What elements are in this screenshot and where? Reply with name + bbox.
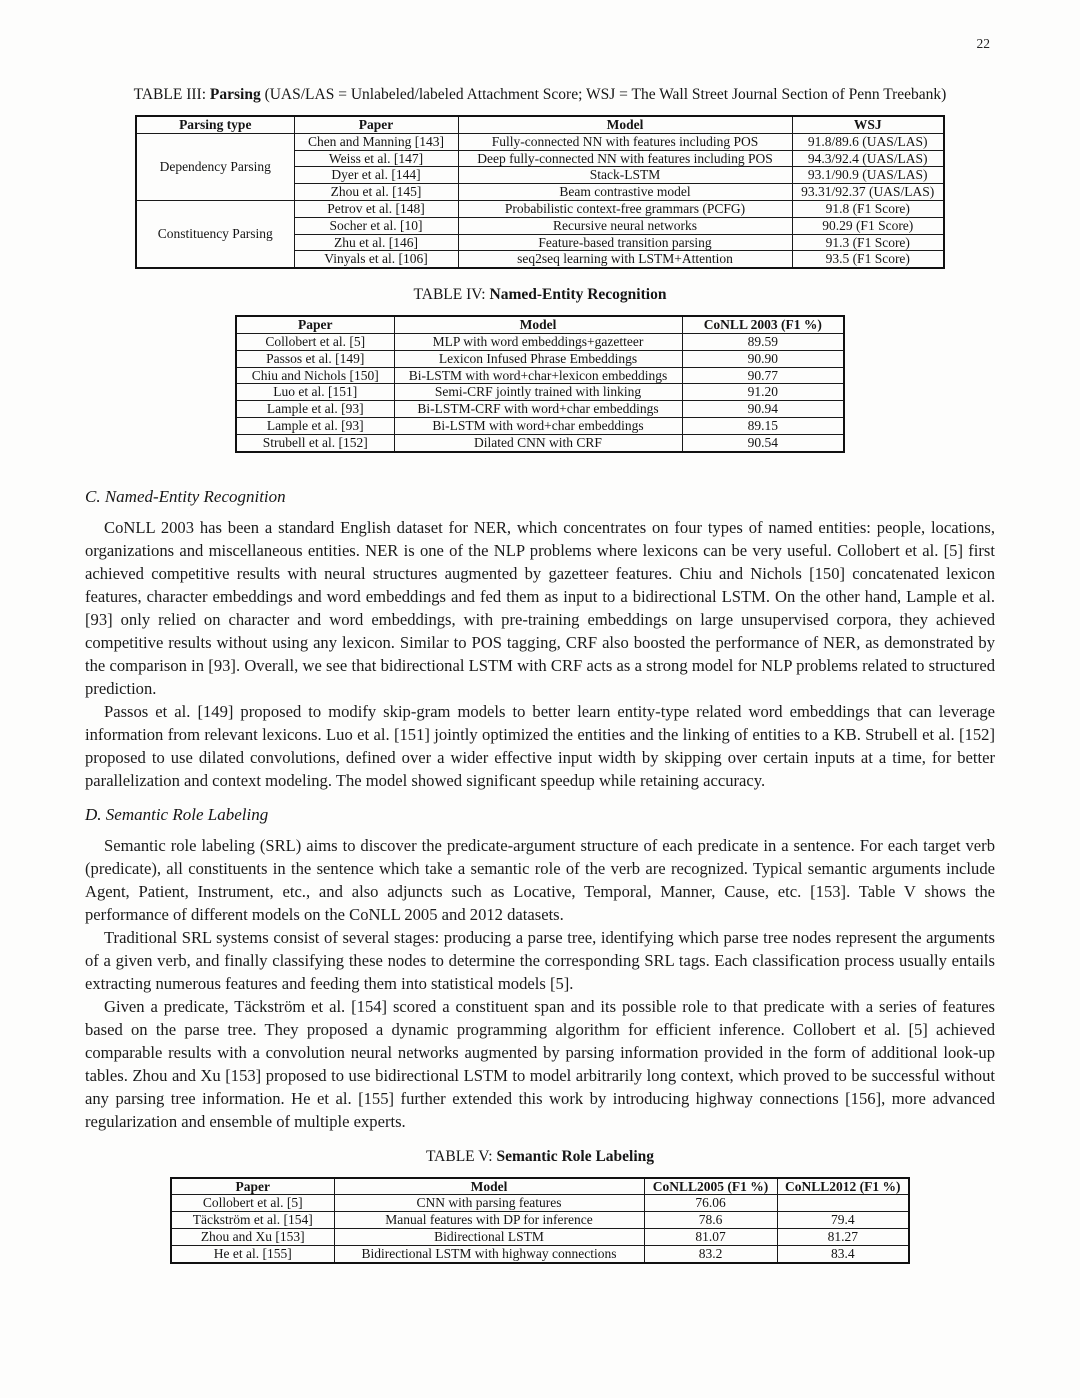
table-row bbox=[236, 384, 844, 401]
column-header: Model bbox=[394, 316, 682, 333]
column-header: Paper bbox=[294, 116, 458, 133]
table3-caption-suffix: (UAS/LAS = Unlabeled/labeled Attachment Score; WSJ = The Wall Street Journal Section of Penn Treebank) bbox=[264, 86, 947, 103]
column-header: Model bbox=[334, 1178, 644, 1195]
table-cell: Zhu et al. [146] bbox=[294, 234, 458, 251]
table-cell: Strubell et al. [152] bbox=[236, 434, 394, 451]
table-cell: Luo et al. [151] bbox=[236, 384, 394, 401]
column-header: CoNLL 2003 (F1 %) bbox=[682, 316, 844, 333]
paragraph: Given a predicate, Täckström et al. [154] scored a constituent span and its possible role to that predicate with a series of features based on the parse tree. They proposed a dynamic programming algorithm for efficient inference. Collobert et al. [5] achieved comparable results with a convolution neural networks augmented by parsing information provided in the form of additional look-up tables. Zhou and Xu [153] proposed to use bidirectional LSTM to model arbitrarily long context, which proved to be successful without any parsing tree information. He et al. [155] further extended this work by introducing highway connections [156], more advanced regularization and ensemble of multiple experts. bbox=[85, 996, 995, 1131]
table-cell: 91.20 bbox=[682, 384, 844, 401]
table-row bbox=[236, 350, 844, 367]
table-cell: Probabilistic context-free grammars (PCFG) bbox=[458, 200, 792, 217]
table-row bbox=[236, 434, 844, 451]
table-cell bbox=[777, 1195, 909, 1212]
table-cell: 93.31/92.37 (UAS/LAS) bbox=[792, 184, 944, 201]
table-cell: Chiu and Nichols [150] bbox=[236, 367, 394, 384]
table-cell: Bi-LSTM-CRF with word+char embeddings bbox=[394, 401, 682, 418]
table-cell: 91.8 (F1 Score) bbox=[792, 200, 944, 217]
table-cell: Recursive neural networks bbox=[458, 217, 792, 234]
table-cell: 90.94 bbox=[682, 401, 844, 418]
page-number: 22 bbox=[976, 36, 990, 51]
section-d-body bbox=[85, 834, 995, 1133]
table-cell: Collobert et al. [5] bbox=[171, 1195, 334, 1212]
table-row bbox=[236, 401, 844, 418]
table3-caption-prefix: TABLE III: bbox=[133, 86, 207, 103]
table5-caption-title: Semantic Role Labeling bbox=[496, 1147, 655, 1165]
table-cell: Manual features with DP for inference bbox=[334, 1212, 644, 1229]
table-row bbox=[171, 1212, 909, 1229]
table-row bbox=[236, 367, 844, 384]
table-cell: 83.2 bbox=[644, 1245, 777, 1262]
paragraph: Semantic role labeling (SRL) aims to discover the predicate-argument structure of each predicate in a sentence. For each target verb (predicate), all constituents in the sentence which take a semantic role of the verb are recognized. Typical semantic arguments include Agent, Patient, Instrument, etc., and also adjuncts such as Locative, Temporal, Manner, Cause, etc. [153]. Table V shows the performance of different models on the CoNLL 2005 and 2012 datasets. bbox=[85, 835, 995, 924]
table4-caption-title: Named-Entity Recognition bbox=[489, 286, 667, 304]
table-cell: 89.59 bbox=[682, 333, 844, 350]
table-cell: Zhou et al. [145] bbox=[294, 184, 458, 201]
table-cell: 79.4 bbox=[777, 1212, 909, 1229]
column-header: Paper bbox=[171, 1178, 334, 1195]
table-cell: Bi-LSTM with word+char+lexicon embeddings bbox=[394, 367, 682, 384]
table-cell: Beam contrastive model bbox=[458, 184, 792, 201]
paragraph: CoNLL 2003 has been a standard English dataset for NER, which concentrates on four types of named entities: people, locations, organizations and miscellaneous entities. NER is one of the NLP problems where lexicons can be very useful. Collobert et al. [5] first achieved competitive results with neural structures augmented by gazetteer features. Chiu and Nichols [150] concatenated lexicon features, character embeddings and word embeddings and fed them as input to a bidirectional LSTM. On the other hand, Lample et al. [93] only relied on character and word embeddings, with pre-training embeddings on large unsupervised corpora, they achieved competitive results without using any lexicon. Similar to POS tagging, CRF also boosted the performance of NER, as demonstrated by the comparison in [93]. Overall, we see that bidirectional LSTM with CRF acts as a strong model for NLP problems related to structured prediction. bbox=[85, 517, 995, 698]
table-cell: Zhou and Xu [153] bbox=[171, 1228, 334, 1245]
table-cell: Feature-based transition parsing bbox=[458, 234, 792, 251]
table-cell: MLP with word embeddings+gazetteer bbox=[394, 333, 682, 350]
table-cell: 76.06 bbox=[644, 1195, 777, 1212]
table-cell: Chen and Manning [143] bbox=[294, 133, 458, 150]
table-ner bbox=[235, 315, 845, 452]
table4-caption-prefix: TABLE IV: bbox=[413, 286, 486, 304]
table-cell: seq2seq learning with LSTM+Attention bbox=[458, 251, 792, 268]
table-cell: Socher et al. [10] bbox=[294, 217, 458, 234]
table-cell: 90.77 bbox=[682, 367, 844, 384]
paragraph: Passos et al. [149] proposed to modify skip-gram models to better learn entity-type related word embeddings that can leverage information from relevant lexicons. Luo et al. [151] jointly optimized the entities and the linking of entities to a KB. Strubell et al. [152] proposed to use dilated convolutions, defined over a wider effective input width by skipping over certain inputs at a time, for better parallelization and context modeling. The model showed significant speedup while retaining accuracy. bbox=[85, 701, 995, 790]
table5-caption bbox=[85, 1148, 995, 1166]
table5-caption-prefix: TABLE V: bbox=[425, 1147, 493, 1165]
group-label-cell: Constituency Parsing bbox=[136, 200, 294, 268]
table-row bbox=[171, 1228, 909, 1245]
table-cell: Passos et al. [149] bbox=[236, 350, 394, 367]
table-cell: 93.1/90.9 (UAS/LAS) bbox=[792, 167, 944, 184]
table-row bbox=[236, 333, 844, 350]
table-cell: 90.54 bbox=[682, 434, 844, 451]
header-row bbox=[136, 116, 944, 133]
table-row bbox=[136, 200, 944, 217]
table-cell: Lample et al. [93] bbox=[236, 401, 394, 418]
table-cell: 89.15 bbox=[682, 417, 844, 434]
table-cell: Semi-CRF jointly trained with linking bbox=[394, 384, 682, 401]
table-cell: Deep fully-connected NN with features including POS bbox=[458, 150, 792, 167]
table-row bbox=[171, 1245, 909, 1262]
table-cell: 83.4 bbox=[777, 1245, 909, 1262]
section-heading-c: C. Named-Entity Recognition bbox=[85, 486, 286, 506]
table-cell: 78.6 bbox=[644, 1212, 777, 1229]
section-c-body bbox=[85, 516, 995, 792]
column-header: WSJ bbox=[792, 116, 944, 133]
table-cell: Bidirectional LSTM with highway connections bbox=[334, 1245, 644, 1262]
column-header: CoNLL2005 (F1 %) bbox=[644, 1178, 777, 1195]
table-cell: Bidirectional LSTM bbox=[334, 1228, 644, 1245]
table-row bbox=[136, 133, 944, 150]
table-cell: 81.07 bbox=[644, 1228, 777, 1245]
table-cell: Dilated CNN with CRF bbox=[394, 434, 682, 451]
table-cell: 94.3/92.4 (UAS/LAS) bbox=[792, 150, 944, 167]
table-cell: 91.3 (F1 Score) bbox=[792, 234, 944, 251]
table-cell: Collobert et al. [5] bbox=[236, 333, 394, 350]
table-cell: Lexicon Infused Phrase Embeddings bbox=[394, 350, 682, 367]
table-cell: 90.90 bbox=[682, 350, 844, 367]
table-cell: Fully-connected NN with features including POS bbox=[458, 133, 792, 150]
table-cell: 91.8/89.6 (UAS/LAS) bbox=[792, 133, 944, 150]
column-header: Paper bbox=[236, 316, 394, 333]
group-label-cell: Dependency Parsing bbox=[136, 133, 294, 200]
table-cell: CNN with parsing features bbox=[334, 1195, 644, 1212]
table-cell: Täckström et al. [154] bbox=[171, 1212, 334, 1229]
table-srl bbox=[170, 1177, 910, 1264]
table-cell: 93.5 (F1 Score) bbox=[792, 251, 944, 268]
column-header: Model bbox=[458, 116, 792, 133]
table-cell: Weiss et al. [147] bbox=[294, 150, 458, 167]
table3-caption-title: Parsing bbox=[209, 86, 261, 103]
table-cell: Bi-LSTM with word+char embeddings bbox=[394, 417, 682, 434]
table-cell: He et al. [155] bbox=[171, 1245, 334, 1262]
table-cell: Stack-LSTM bbox=[458, 167, 792, 184]
table-cell: Dyer et al. [144] bbox=[294, 167, 458, 184]
header-row bbox=[171, 1178, 909, 1195]
table-cell: 90.29 (F1 Score) bbox=[792, 217, 944, 234]
paragraph: Traditional SRL systems consist of several stages: producing a parse tree, identifying which parse tree nodes represent the arguments of a given verb, and finally classifying these nodes to determine the corresponding SRL tags. Each classification process usually entails extracting numerous features and feeding them into statistical models [5]. bbox=[85, 927, 995, 993]
column-header: Parsing type bbox=[136, 116, 294, 133]
table-row bbox=[236, 417, 844, 434]
section-heading-d: D. Semantic Role Labeling bbox=[85, 804, 269, 824]
header-row bbox=[236, 316, 844, 333]
table3-caption bbox=[85, 86, 995, 104]
table-row bbox=[171, 1195, 909, 1212]
table-cell: Lample et al. [93] bbox=[236, 417, 394, 434]
table-cell: 81.27 bbox=[777, 1228, 909, 1245]
column-header: CoNLL2012 (F1 %) bbox=[777, 1178, 909, 1195]
table-parsing bbox=[135, 115, 945, 269]
table-cell: Petrov et al. [148] bbox=[294, 200, 458, 217]
table-cell: Vinyals et al. [106] bbox=[294, 251, 458, 268]
table4-caption bbox=[85, 286, 995, 304]
